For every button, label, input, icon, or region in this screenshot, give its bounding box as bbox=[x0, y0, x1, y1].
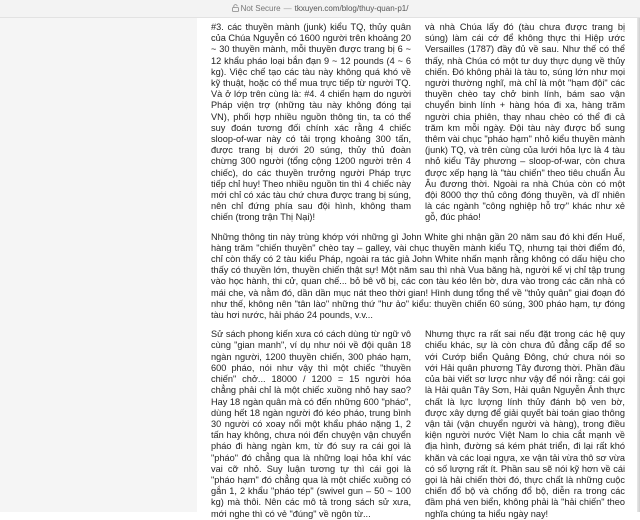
browser-toolbar bbox=[0, 0, 640, 18]
address-bar[interactable] bbox=[0, 3, 640, 14]
paragraph-middle: Những thông tin này trùng khớp với những gì John White ghi nhận gần 20 năm sau đó khi đến Huế, hàng trăm "chiến thuyền" chèo tay – galley, vài chục thuyền mành kiểu TQ, nhưng tại thời điểm đó, chỉ còn thấy có 2 tàu kiểu Pháp, ngoài ra tác giả John White nhấn mạnh rằng không có dấu hiệu cho thấy có thuyền lớn, thuyền chiến thật sự! Một năm sau thì nhà Vua băng hà, người kế vị chỉ tập trung vào học hành, thi cử, quan chế... bỏ bê võ bị, các con tàu kéo lên bờ, dưa vào trong các căn nhà có mái che, và nằm đó, dần dần mục nát theo thời gian! Hình dung tổng thể về "thủy quân" giai đoạn đó như thế, không nên "tân lào" những thứ "hư ảo" kiểu: thuyền chiến 60 súng, 300 pháo hạm, tự đóng tàu hơi nước, hải pháo 24 pounds, v.v... bbox=[211, 231, 625, 321]
article-section-bottom bbox=[199, 329, 637, 519]
column-right bbox=[425, 22, 625, 224]
paragraph-top-right: và nhà Chúa lấy đó (tàu chưa được trang bị súng) làm cái cớ để không thực thi Hiệp ước Versailles (1787) đầy đủ về sau. Như thế có thể thấy, nhà Chúa có một tư duy thực dụng về thủy chiến. Đó không phải là tàu to, súng lớn như mọi người thường nghĩ, mà chỉ là một "hạm đội" các thuyền chèo tay chở binh lính, bám sao vận chuyển binh lính + hàng hóa đi xa, hàng trăm người chia phiên, thay nhau chèo có thể đi cả trăm km mỗi ngày. Đội tàu này được bổ sung thêm vài chục "pháo hạm" nhỏ kiểu thuyền mành (junk) TQ, và trên cùng của lưới hỏa lực là 4 tàu nhỏ kiểu Tây phương – sloop-of-war, còn chưa được xếp hạng là "tàu chiến" theo tiêu chuẩn Âu Âu đương thời. Ngoài ra nhà Chúa còn có một đội 8000 thợ thủ công đóng thuyền, và dĩ nhiên là các ngành "công nghiệp hỗ trợ" khác như xẻ gỗ, đúc pháo! bbox=[425, 22, 625, 223]
url-text: tkxuyen.com/blog/thuy-quan-p1/ bbox=[294, 4, 409, 13]
column-left bbox=[211, 329, 411, 519]
column-left bbox=[211, 22, 411, 224]
article-section-top bbox=[199, 22, 637, 224]
not-secure-lock-icon bbox=[232, 4, 239, 12]
url-separator: — bbox=[283, 4, 292, 13]
article-content bbox=[199, 18, 637, 519]
article-section-middle bbox=[199, 232, 637, 322]
paragraph-top-left: #3. các thuyền mành (junk) kiểu TQ, thủy quân của Chúa Nguyễn có 1600 người trên khoảng 20 ~ 30 thuyền mành, mỗi thuyền được trang bị 6 ~ 12 khẩu pháo loại bắn đạn 9 ~ 12 pounds (4 ~ 6 kg). Việc chế tạo các tàu này không quá khó về kỹ thuật, hoặc có thể mua trực tiếp từ người TQ. Và ở lớp trên cùng là: #4. 4 chiến hạm do người Pháp viện trợ (những tàu này không đóng tại VN), phối hợp nhiều nguồn thông tin, ta có thể suy đoán tương đối chính xác rằng 4 chiếc sloop-of-war này có tải trọng khoảng 300 tấn, được trang bị dưới 20 súng, thủy thủ đoàn chừng 300 người (tổng cộng 1200 người trên 4 chiếc), do các thuyền trưởng người Pháp trực tiếp chỉ huy! Theo nhiều nguồn tin thì 4 chiếc này mới chỉ có xác tàu chứ chưa được trang bị súng, nên chỉ đứng phía sau đội hình, không tham chiến (trong trận Thị Nại)! bbox=[211, 22, 411, 223]
security-label: Not Secure bbox=[240, 4, 281, 13]
paragraph-bottom-left: Sử sách phong kiến xưa có cách dùng từ ngữ vô cùng "gian manh", ví dụ như nói về đội quân 18 ngàn người, 1200 thuyền chiến, 300 pháo hạm, 600 pháo, nói như vậy thì một chiếc "thuyền chiến" chở... 18000 / 1200 = 15 người hóa chẳng phải chỉ là một chiếc xuồng nhỏ hay sao? Hay 18 ngàn quân mà có đến những 600 "pháo", dùng hết 18 ngàn người đó kéo pháo, trung bình 30 người có xoay nổi một khẩu pháo nặng 1, 2 tấn hay không, chưa nói đến chuyện vận chuyển pháo đi hàng ngàn km, từ đó suy ra cái gọi là "pháo" đó chẳng qua là những loại hỏa khí vác vai cỡ nhỏ. Suy luận tương tự thì cái gọi là "pháo hạm" đó chẳng qua là một chiếc xuồng có gắn 1, 2 khẩu "pháo tép" (swivel gun – 50 ~ 100 kg) mà thôi. Nên các mô tả trong sách sử xưa, mới nghe thì có vẻ "đúng" về ngôn từ... bbox=[211, 329, 411, 519]
paragraph-bottom-right: Nhưng thực ra rất sai nếu đặt trong các hệ quy chiếu khác, sự là còn chưa đủ đẳng cấp để so với Cướp biển Quảng Đông, chứ chưa nói so với Hải quân phương Tây đương thời. Phần đầu của bài viết sơ lược như vậy để nói rằng: cái gọi là Hải quân Tây Sơn, Hải quân Nguyễn Ánh thực chất là lực lượng lính thủy đánh bộ ven bờ, được xây dựng để giải quyết bài toán giao thông vận tải (vận chuyển người và hàng), trong điều kiện người nước Việt Nam lo chia cắt mạnh về địa hình, đường sá kém phát triển, đi lại rất khó khăn và các loại ngựa, xe vận tải vừa thô sơ vừa có số lượng rất ít. Phần sau sẽ nói kỹ hơn về cái gọi là hải chiến thời đó, thực chất là những cuộc chiến đổ bộ và chống đổ bộ, diễn ra trong các đầm phá ven biển, không phải là "hải chiến" theo nghĩa chúng ta hiểu ngày nay! bbox=[425, 329, 625, 519]
column-right bbox=[425, 329, 625, 519]
page-left-gutter bbox=[0, 18, 197, 512]
